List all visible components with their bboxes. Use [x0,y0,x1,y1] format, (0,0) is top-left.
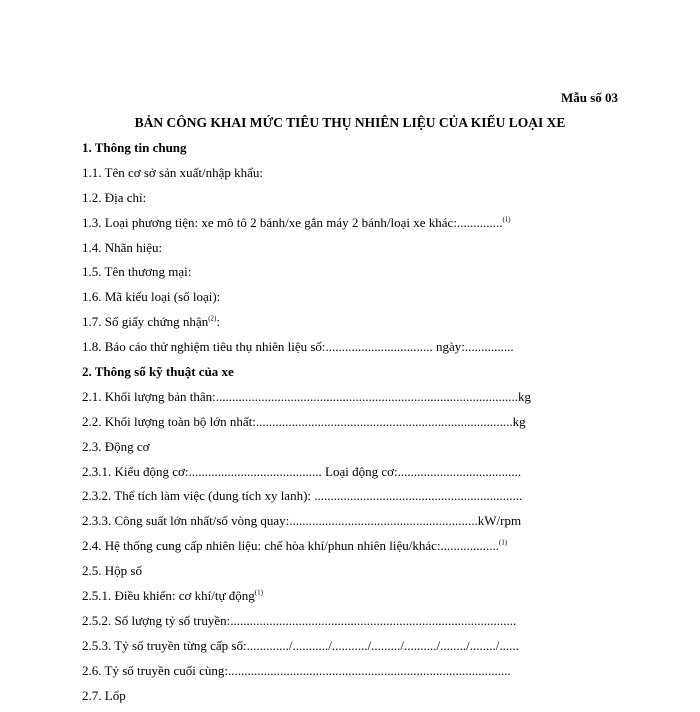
form-field-line [82,289,542,314]
line-text: 1.1. Tên cơ sở sản xuất/nhập khẩu: [82,164,264,180]
line-text: 1.6. Mã kiểu loại (số loại): [82,289,221,305]
line-text: 2.5.3. Tỷ số truyền từng cấp số:............./.........../.........../........./........../......../......../...... [82,637,519,653]
line-text: 2.2. Khối lượng toàn bộ lớn nhất:...............................................................................kg [82,413,526,429]
document-title: BẢN CÔNG KHAI MỨC TIÊU THỤ NHIÊN LIỆU CỦA KIỂU LOẠI XE [134,115,566,130]
section-heading [82,364,542,389]
form-field-line [82,638,542,663]
line-text: 1.2. Địa chỉ: [82,189,147,205]
line-text: 2.3.1. Kiểu động cơ:......................................... Loại động cơ:...................................... [82,463,522,479]
line-text: 2.6. Tỷ số truyền cuối cùng:....................................................................................... [82,662,511,678]
section-heading [82,140,542,165]
line-suffix: : [216,314,220,330]
form-field-line [82,439,542,464]
line-text: 1.3. Loại phương tiện: xe mô tô 2 bánh/xe gắn máy 2 bánh/loại xe khác:.............. [82,214,503,230]
form-field-line [82,190,542,215]
line-text: 2.3. Động cơ [82,438,150,454]
form-field-line [82,414,542,439]
form-field-line [82,240,542,265]
line-text: 1.4. Nhãn hiệu: [82,239,163,255]
form-field-line [82,513,542,538]
form-field-line [82,563,542,588]
footnote-marker: (2) [208,314,217,323]
footnote-marker: (1) [254,588,263,597]
footnote-marker: (1) [499,538,508,547]
form-code: Mẫu số 03 [560,90,618,105]
form-field-line [82,538,542,563]
line-text: 1.7. Số giấy chứng nhận [82,314,209,330]
form-field-line [82,663,542,688]
line-text: 2.1. Khối lượng bản thân:.............................................................................................kg [82,388,532,404]
line-text: 1. Thông tin chung [82,140,187,155]
form-field-line [82,264,542,289]
line-text: 2.7. Lốp [82,687,126,703]
line-text: 2.4. Hệ thống cung cấp nhiên liệu: chế hòa khí/phun nhiên liệu/khác:.................. [82,538,499,554]
form-field-line [82,464,542,489]
form-field-line [82,588,542,613]
line-text: 2.5. Hộp số [82,563,142,579]
line-text: 1.8. Báo cáo thử nghiệm tiêu thụ nhiên liệu số:................................. ngày:............... [82,339,514,355]
form-lines [82,140,542,712]
form-field-line [82,339,542,364]
line-text: 2.3.2. Thể tích làm việc (dung tích xy lanh): ................................................................ [82,488,523,504]
form-field-line [82,613,542,638]
form-field-line [82,488,542,513]
line-text: 2.3.3. Công suất lớn nhất/số vòng quay:..........................................................kW/rpm [82,513,522,529]
form-field-line [82,314,542,339]
form-field-line [82,165,542,190]
line-text: 1.5. Tên thương mại: [82,264,192,280]
form-field-line [82,215,542,240]
form-field-line [82,389,542,414]
footnote-marker: (1) [502,215,511,224]
line-text: 2.5.2. Số lượng tỷ số truyền:........................................................................................ [82,612,517,628]
line-text: 2.5.1. Điều khiển: cơ khí/tự động [82,588,255,604]
line-text: 2. Thông số kỹ thuật của xe [82,364,234,380]
